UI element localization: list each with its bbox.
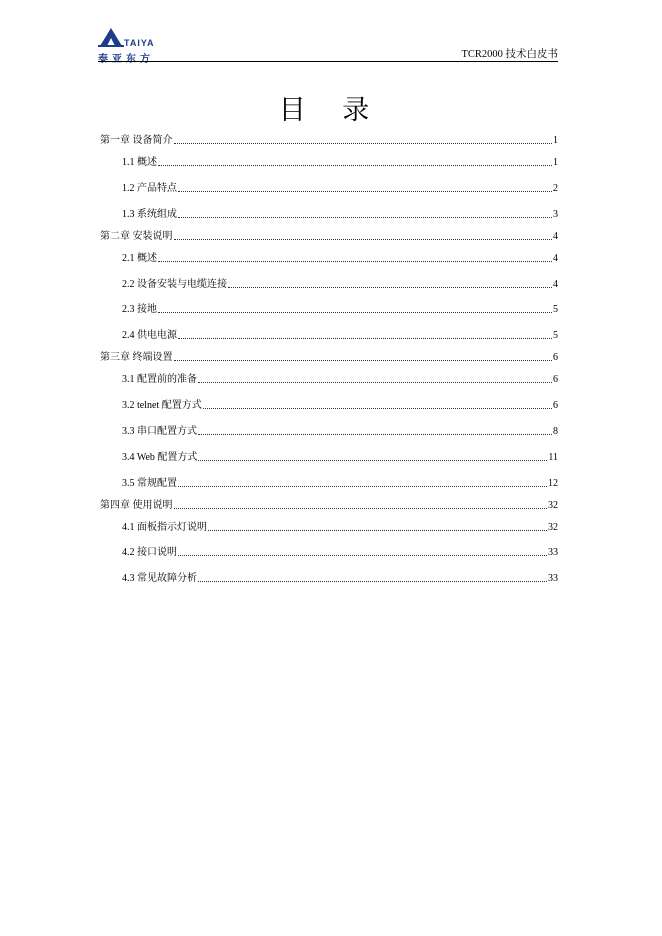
toc-page-number: 6 — [553, 374, 558, 385]
dot-leader — [178, 216, 552, 218]
toc-section-entry[interactable] — [122, 545, 558, 559]
toc-chapter-entry[interactable] — [100, 498, 558, 512]
toc-entry-label: 2.3 接地 — [122, 304, 157, 315]
toc-entry-label: 1.1 概述 — [122, 157, 157, 168]
toc-section-entry[interactable] — [122, 571, 558, 585]
toc-section-entry[interactable] — [122, 251, 558, 265]
toc-section-entry[interactable] — [122, 181, 558, 195]
toc-entry-label: 3.3 串口配置方式 — [122, 426, 197, 437]
header-divider — [98, 61, 558, 62]
toc-entry-label: 第三章 终端设置 — [100, 352, 173, 363]
toc-heading: 目 录 — [278, 95, 384, 126]
toc-section-entry[interactable] — [122, 277, 558, 291]
toc-page-number: 1 — [553, 157, 558, 168]
toc-section-entry[interactable] — [122, 520, 558, 534]
dot-leader — [208, 529, 547, 531]
toc-page-number: 32 — [548, 500, 558, 511]
dot-leader — [228, 286, 552, 288]
toc-chapter-entry[interactable] — [100, 229, 558, 243]
toc-entry-label: 2.1 概述 — [122, 253, 157, 264]
toc-section-entry[interactable] — [122, 398, 558, 412]
toc-chapter-entry[interactable] — [100, 133, 558, 147]
toc-page-number: 8 — [553, 426, 558, 437]
dot-leader — [203, 407, 552, 409]
toc-section-entry[interactable] — [122, 302, 558, 316]
toc-page-number: 33 — [548, 573, 558, 584]
toc-entry-label: 3.2 telnet 配置方式 — [122, 400, 202, 411]
toc-page-number: 3 — [553, 209, 558, 220]
toc-entry-label: 第四章 使用说明 — [100, 500, 173, 511]
dot-leader — [158, 260, 552, 262]
toc-page-number: 4 — [553, 231, 558, 242]
dot-leader — [158, 311, 552, 313]
toc-page-number: 6 — [553, 400, 558, 411]
toc-page-number: 5 — [553, 330, 558, 341]
dot-leader — [174, 142, 553, 144]
logo-text: TAIYA — [124, 38, 155, 48]
dot-leader — [174, 359, 553, 361]
toc-section-entry[interactable] — [122, 476, 558, 490]
company-logo — [98, 26, 178, 65]
toc-page-number: 6 — [553, 352, 558, 363]
toc-entry-label: 2.4 供电电源 — [122, 330, 177, 341]
toc-entry-label: 2.2 设备安装与电缆连接 — [122, 279, 227, 290]
dot-leader — [178, 554, 547, 556]
toc-entry-label: 3.4 Web 配置方式 — [122, 452, 198, 463]
toc-page-number: 32 — [548, 522, 558, 533]
toc-entry-label: 1.2 产品特点 — [122, 183, 177, 194]
page-header — [98, 26, 558, 65]
toc-page-number: 33 — [548, 547, 558, 558]
dot-leader — [198, 433, 552, 435]
toc-page-number: 5 — [553, 304, 558, 315]
mountain-logo-icon — [98, 26, 124, 48]
toc-entry-label: 3.5 常规配置 — [122, 478, 177, 489]
dot-leader — [158, 164, 552, 166]
dot-leader — [198, 381, 552, 383]
document-title: TCR2000 技术白皮书 — [461, 49, 558, 60]
dot-leader — [174, 507, 548, 509]
toc-page-number: 4 — [553, 253, 558, 264]
toc-entry-label: 第二章 安装说明 — [100, 231, 173, 242]
dot-leader — [178, 337, 552, 339]
toc-section-entry[interactable] — [122, 328, 558, 342]
dot-leader — [198, 580, 547, 582]
toc-section-entry[interactable] — [122, 424, 558, 438]
toc-entry-label: 1.3 系统组成 — [122, 209, 177, 220]
logo-chinese-text: 泰亚东方 — [98, 54, 154, 65]
toc-page-number: 2 — [553, 183, 558, 194]
toc-page-number: 11 — [548, 452, 558, 463]
toc-entry-label: 4.2 接口说明 — [122, 547, 177, 558]
toc-entry-label: 3.1 配置前的准备 — [122, 374, 197, 385]
toc-page-number: 4 — [553, 279, 558, 290]
dot-leader — [174, 238, 553, 240]
toc-section-entry[interactable] — [122, 155, 558, 169]
dot-leader — [198, 459, 547, 461]
dot-leader — [178, 190, 552, 192]
dot-leader — [178, 485, 547, 487]
toc-entry-label: 第一章 设备简介 — [100, 135, 173, 146]
toc-section-entry[interactable] — [122, 372, 558, 386]
toc-section-entry[interactable] — [122, 450, 558, 464]
toc-page-number: 1 — [553, 135, 558, 146]
toc-entry-label: 4.1 面板指示灯说明 — [122, 522, 207, 533]
toc-entry-label: 4.3 常见故障分析 — [122, 573, 197, 584]
toc-page-number: 12 — [548, 478, 558, 489]
toc-section-entry[interactable] — [122, 207, 558, 221]
toc-chapter-entry[interactable] — [100, 350, 558, 364]
